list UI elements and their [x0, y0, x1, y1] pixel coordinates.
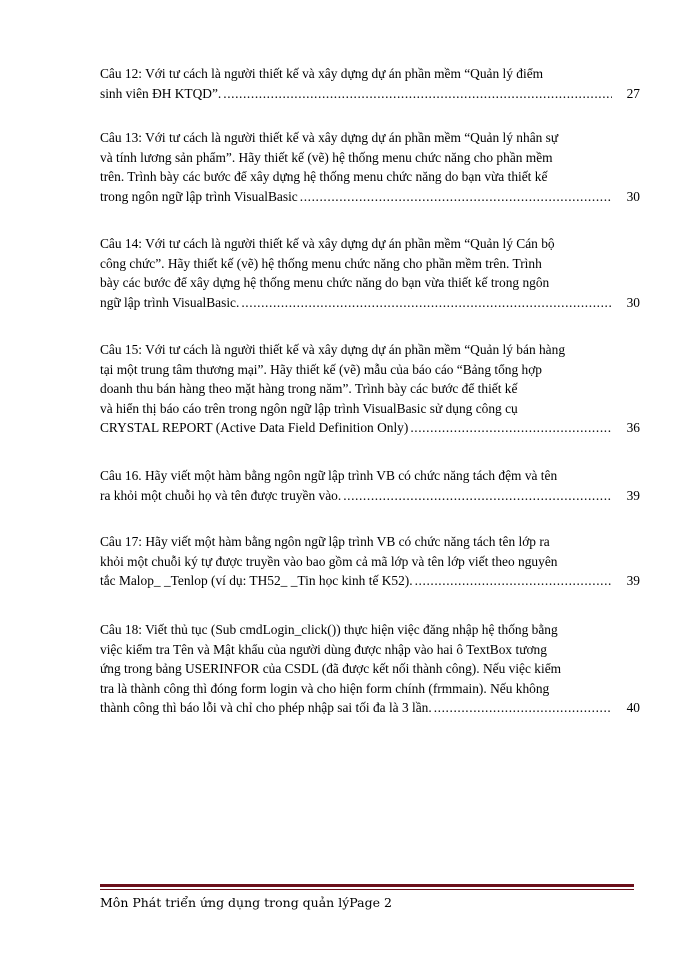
- dot-leader: [343, 486, 612, 506]
- toc-entry-last-line: [100, 571, 640, 591]
- footer-page-number: Page 2: [349, 895, 392, 910]
- toc-entry-line: công chức”. Hãy thiết kế (vẽ) hệ thống menu chức năng cho phần mềm trên. Trình: [100, 255, 542, 271]
- toc-entry-last-text: tắc Malop_ _Tenlop (ví dụ: TH52_ _Tin học kinh tế K52).: [100, 573, 413, 589]
- toc-entry-line: Câu 13: Với tư cách là người thiết kế và xây dựng dự án phần mềm “Quản lý nhân sự: [100, 130, 559, 145]
- dot-leader: [415, 571, 612, 591]
- toc-entry-line: khỏi một chuỗi ký tự được truyền vào bao gồm cả mã lớp và tên lớp viết theo nguyên: [100, 553, 558, 569]
- toc-entry[interactable]: [100, 64, 640, 103]
- dot-leader: [241, 293, 612, 313]
- toc-page-number: 39: [626, 487, 640, 503]
- toc-entry-line: trên. Trình bày các bước để xây dựng hệ thống menu chức năng do bạn vừa thiết kế: [100, 169, 548, 185]
- toc-entry-line: tại một trung tâm thương mại”. Hãy thiết kế (vẽ) mẫu của báo cáo “Bảng tổng hợp: [100, 361, 542, 377]
- toc-entry[interactable]: [100, 532, 640, 591]
- dot-leader: [300, 187, 612, 207]
- toc-entry-last-text: trong ngôn ngữ lập trình VisualBasic: [100, 188, 298, 204]
- toc-entry-last-text: sinh viên ĐH KTQD”.: [100, 85, 222, 101]
- toc-entry-line: tra là thành công thì đóng form login và cho hiện form chính (frmmain). Nếu không: [100, 680, 550, 696]
- toc-entry[interactable]: [100, 620, 640, 718]
- toc-entry-last-text: CRYSTAL REPORT (Active Data Field Definition Only): [100, 420, 409, 436]
- footer-course-title: Môn Phát triển ứng dụng trong quản lý: [100, 895, 350, 910]
- toc-entry-last-line: [100, 84, 640, 104]
- toc-entry-line: Câu 16. Hãy viết một hàm bằng ngôn ngữ lập trình VB có chức năng tách đệm và tên: [100, 468, 558, 483]
- toc-page-number: 27: [626, 85, 640, 101]
- toc-entry-last-text: ngữ lập trình VisualBasic.: [100, 294, 240, 310]
- dot-leader: [223, 84, 612, 104]
- toc-page-number: 36: [626, 420, 640, 436]
- toc-entry-line: Câu 12: Với tư cách là người thiết kế và xây dựng dự án phần mềm “Quản lý điểm: [100, 66, 544, 81]
- toc-entry-last-line: [100, 293, 640, 313]
- toc-entry[interactable]: [100, 466, 640, 505]
- toc-entry[interactable]: [100, 128, 640, 206]
- toc-entry-last-line: [100, 698, 640, 718]
- toc-entry-line: doanh thu bán hàng theo mặt hàng trong năm”. Trình bày các bước để thiết kế: [100, 381, 518, 397]
- toc-entry-last-line: [100, 187, 640, 207]
- toc-page-number: 39: [626, 573, 640, 589]
- toc-entry-line: ứng trong bảng USERINFOR của CSDL (đã được kết nối thành công). Nếu việc kiểm: [100, 661, 562, 677]
- toc-entry-line: bày các bước để xây dựng hệ thống menu chức năng do bạn vừa thiết kế trong ngôn: [100, 275, 550, 291]
- page-footer: [100, 895, 392, 910]
- footer-rule-thin: [100, 889, 634, 890]
- toc-page-number: 40: [626, 700, 640, 716]
- toc-entry[interactable]: [100, 340, 640, 438]
- toc-entry-last-line: [100, 418, 640, 438]
- toc-entry-line: việc kiểm tra Tên và Mật khẩu của người dùng được nhập vào hai ô TextBox tương: [100, 641, 547, 657]
- footer-rule-thick: [100, 884, 634, 887]
- toc-entry-line: và tính lương sản phẩm”. Hãy thiết kế (vẽ) hệ thống menu chức năng cho phần mềm: [100, 149, 553, 165]
- toc-entry-line: Câu 17: Hãy viết một hàm bằng ngôn ngữ lập trình VB có chức năng tách tên lớp ra: [100, 534, 550, 549]
- toc-entry[interactable]: [100, 234, 640, 312]
- dot-leader: [434, 698, 612, 718]
- toc-entry-line: Câu 14: Với tư cách là người thiết kế và xây dựng dự án phần mềm “Quản lý Cán bộ: [100, 236, 555, 251]
- toc-page-number: 30: [626, 294, 640, 310]
- toc-entry-last-text: ra khỏi một chuỗi họ và tên được truyền vào.: [100, 487, 342, 503]
- toc-page-number: 30: [626, 188, 640, 204]
- toc-entry-last-line: [100, 486, 640, 506]
- dot-leader: [410, 418, 612, 438]
- toc-entry-line: Câu 15: Với tư cách là người thiết kế và xây dựng dự án phần mềm “Quản lý bán hàng: [100, 342, 566, 357]
- toc-entry-last-text: thành công thì báo lỗi và chỉ cho phép nhập sai tối đa là 3 lần.: [100, 700, 432, 716]
- toc-entry-line: và hiển thị báo cáo trên trong ngôn ngữ lập trình VisualBasic sử dụng công cụ: [100, 400, 518, 416]
- toc-entry-line: Câu 18: Viết thủ tục (Sub cmdLogin_click()) thực hiện việc đăng nhập hệ thống bằng: [100, 622, 558, 637]
